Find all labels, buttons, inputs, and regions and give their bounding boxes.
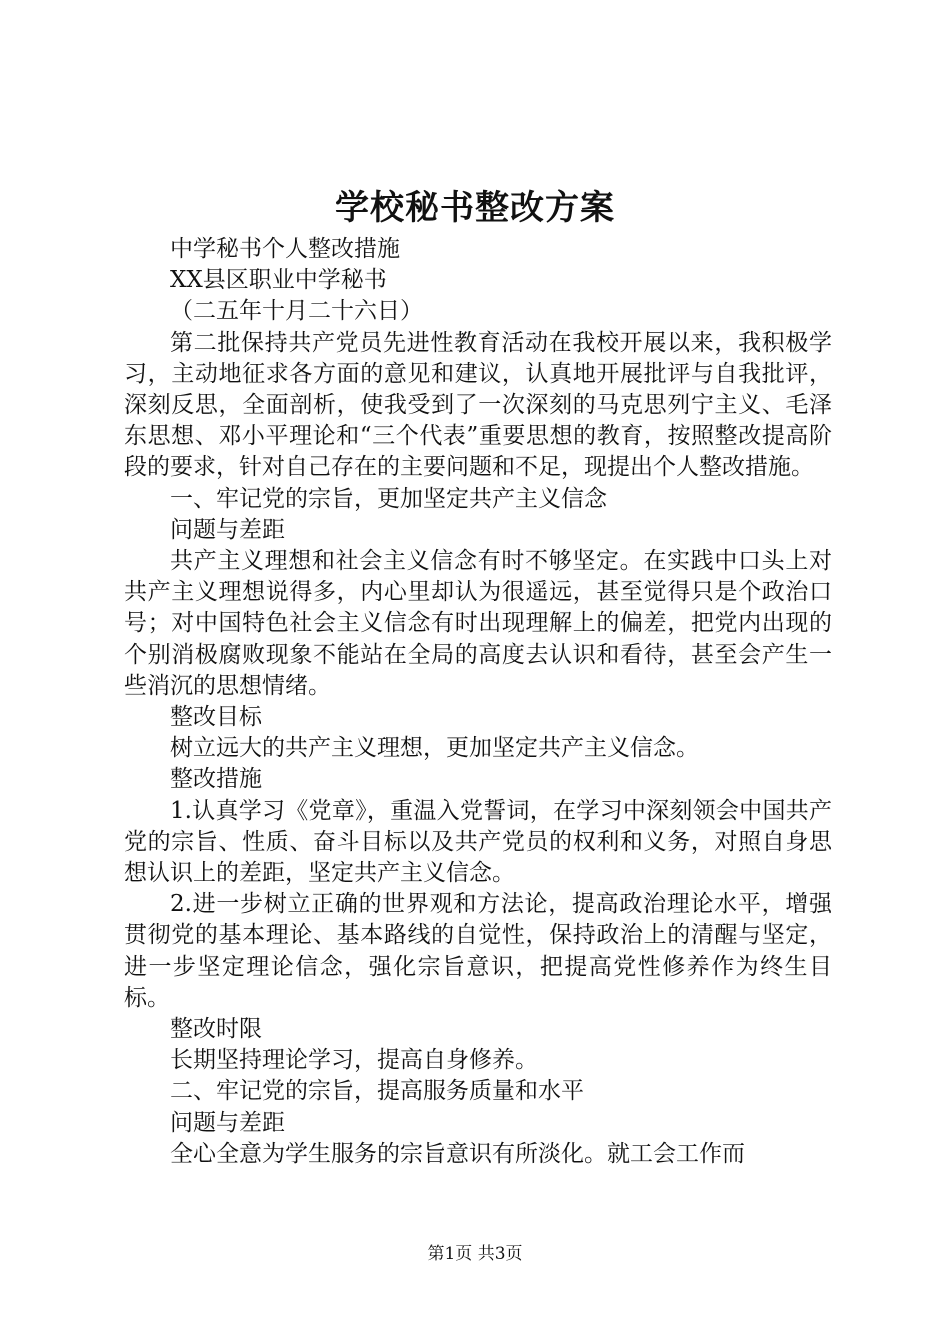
subheading-deadline-1: 整改时限 [170,1016,262,1043]
document-title: 学校秘书整改方案 [335,188,615,228]
subtitle-line: 中学秘书个人整改措施 [170,236,400,262]
measure-item-1: 1.认真学习《党章》，重温入党誓词，在学习中深刻领会中国共产党的宗旨、性质、奋斗目标以及共产党员的权利和义务，对照自身思想认识上的差距，坚定共产主义信念。 [124,797,832,887]
section-heading-2: 二、牢记党的宗旨，提高服务质量和水平 [170,1078,584,1105]
subheading-problems-1: 问题与差距 [170,516,285,543]
subheading-measures-1: 整改措施 [170,766,262,793]
document-body [124,234,832,1170]
problems-paragraph-1: 共产主义理想和社会主义信念有时不够坚定。在实践中口头上对共产主义理想说得多，内心里却认为很遥远，甚至觉得只是个政治口号；对中国特色社会主义信念有时出现理解上的偏差，把党内出现的个别消极腐败现象不能站在全局的高度去认识和看待，甚至会产生一些消沉的思想情绪。 [124,548,832,699]
goal-paragraph-1: 树立远大的共产主义理想，更加坚定共产主义信念。 [170,735,699,762]
author-line: XX县区职业中学秘书 [170,267,387,294]
intro-paragraph: 第二批保持共产党员先进性教育活动在我校开展以来，我积极学习，主动地征求各方面的意见和建议，认真地开展批评与自我批评，深刻反思，全面剖析，使我受到了一次深刻的马克思列宁主义、毛泽东思想、邓小平理论和“三个代表”重要思想的教育，按照整改提高阶段的要求，针对自己存在的主要问题和不足，现提出个人整改措施。 [124,329,832,481]
measure-item-2: 2.进一步树立正确的世界观和方法论，提高政治理论水平，增强贯彻党的基本理论、基本路线的自觉性，保持政治上的清醒与坚定，进一步坚定理论信念，强化宗旨意识，把提高党性修养作为终生目标。 [124,891,832,1011]
page-number-footer: 第1页 共3页 [427,1244,523,1264]
problems-paragraph-2: 全心全意为学生服务的宗旨意识有所淡化。就工会工作而 [170,1140,745,1167]
subheading-problems-2: 问题与差距 [170,1109,285,1136]
date-line: （二五年十月二十六日） [170,298,423,325]
section-heading-1: 一、牢记党的宗旨，更加坚定共产主义信念 [170,485,607,512]
subheading-goal-1: 整改目标 [170,704,262,731]
deadline-paragraph-1: 长期坚持理论学习，提高自身修养。 [170,1047,538,1074]
